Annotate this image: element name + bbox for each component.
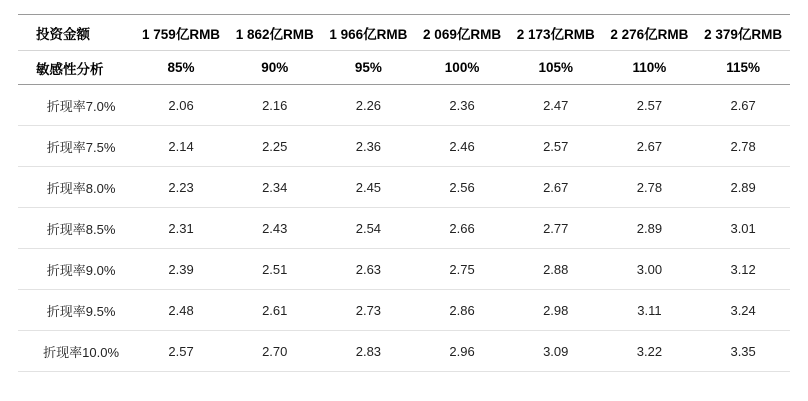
header-percent-cell: 110% — [603, 51, 697, 85]
table-cell-value: 2.63 — [322, 249, 416, 290]
table-cell-value: 2.66 — [415, 208, 509, 249]
table-cell-value: 2.75 — [415, 249, 509, 290]
table-cell-value: 3.24 — [696, 290, 790, 331]
table-cell-value: 3.12 — [696, 249, 790, 290]
table-row — [18, 208, 790, 249]
row-label-discount-rate: 折现率7.5% — [18, 126, 134, 167]
table-cell-value: 2.70 — [228, 331, 322, 372]
table-cell-value: 3.35 — [696, 331, 790, 372]
row-label-discount-rate: 折现率8.5% — [18, 208, 134, 249]
header-label-sensitivity: 敏感性分析 — [18, 51, 134, 85]
table-cell-value: 3.09 — [509, 331, 603, 372]
row-label-discount-rate: 折现率9.0% — [18, 249, 134, 290]
table-cell-value: 2.73 — [322, 290, 416, 331]
table-cell-value: 2.34 — [228, 167, 322, 208]
table-row — [18, 290, 790, 331]
table-cell-value: 2.45 — [322, 167, 416, 208]
table-cell-value: 2.39 — [134, 249, 228, 290]
table-cell-value: 2.57 — [509, 126, 603, 167]
table-cell-value: 2.96 — [415, 331, 509, 372]
table-cell-value: 2.67 — [696, 85, 790, 126]
table-cell-value: 2.14 — [134, 126, 228, 167]
table-cell-value: 3.01 — [696, 208, 790, 249]
sensitivity-analysis-table — [18, 14, 790, 372]
row-label-discount-rate: 折现率7.0% — [18, 85, 134, 126]
table-cell-value: 3.00 — [603, 249, 697, 290]
header-percent-cell: 105% — [509, 51, 603, 85]
table-header-sensitivity — [18, 51, 790, 85]
table-cell-value: 2.47 — [509, 85, 603, 126]
table-cell-value: 2.36 — [322, 126, 416, 167]
row-label-discount-rate: 折现率9.5% — [18, 290, 134, 331]
header-amount-cell: 2 173亿RMB — [509, 15, 603, 51]
table-cell-value: 2.57 — [603, 85, 697, 126]
table-cell-value: 2.83 — [322, 331, 416, 372]
table-cell-value: 2.67 — [603, 126, 697, 167]
header-percent-cell: 90% — [228, 51, 322, 85]
table-cell-value: 2.36 — [415, 85, 509, 126]
header-percent-cell: 95% — [322, 51, 416, 85]
table-row — [18, 249, 790, 290]
table-row — [18, 85, 790, 126]
table-cell-value: 2.46 — [415, 126, 509, 167]
header-amount-cell: 1 759亿RMB — [134, 15, 228, 51]
table-cell-value: 2.54 — [322, 208, 416, 249]
header-percent-cell: 85% — [134, 51, 228, 85]
header-amount-cell: 1 862亿RMB — [228, 15, 322, 51]
table-cell-value: 2.31 — [134, 208, 228, 249]
table-cell-value: 2.61 — [228, 290, 322, 331]
header-percent-cell: 115% — [696, 51, 790, 85]
row-label-discount-rate: 折现率10.0% — [18, 331, 134, 372]
row-label-discount-rate: 折现率8.0% — [18, 167, 134, 208]
table-cell-value: 2.43 — [228, 208, 322, 249]
table-header-investment-amount — [18, 15, 790, 51]
table-cell-value: 2.56 — [415, 167, 509, 208]
table-cell-value: 2.48 — [134, 290, 228, 331]
table-cell-value: 2.88 — [509, 249, 603, 290]
table-cell-value: 2.23 — [134, 167, 228, 208]
header-amount-cell: 1 966亿RMB — [322, 15, 416, 51]
table-row — [18, 331, 790, 372]
table-cell-value: 2.77 — [509, 208, 603, 249]
table-cell-value: 3.22 — [603, 331, 697, 372]
header-label-investment-amount: 投资金额 — [18, 15, 134, 51]
header-amount-cell: 2 379亿RMB — [696, 15, 790, 51]
table-cell-value: 2.98 — [509, 290, 603, 331]
header-percent-cell: 100% — [415, 51, 509, 85]
header-amount-cell: 2 276亿RMB — [603, 15, 697, 51]
table-cell-value: 2.78 — [603, 167, 697, 208]
table-cell-value: 2.51 — [228, 249, 322, 290]
table-cell-value: 2.86 — [415, 290, 509, 331]
header-amount-cell: 2 069亿RMB — [415, 15, 509, 51]
table-cell-value: 2.89 — [696, 167, 790, 208]
table-row — [18, 167, 790, 208]
table-row — [18, 126, 790, 167]
table-cell-value: 3.11 — [603, 290, 697, 331]
table-cell-value: 2.25 — [228, 126, 322, 167]
table-cell-value: 2.26 — [322, 85, 416, 126]
table-cell-value: 2.67 — [509, 167, 603, 208]
table-cell-value: 2.78 — [696, 126, 790, 167]
table-cell-value: 2.89 — [603, 208, 697, 249]
table-cell-value: 2.06 — [134, 85, 228, 126]
table-cell-value: 2.57 — [134, 331, 228, 372]
table-cell-value: 2.16 — [228, 85, 322, 126]
